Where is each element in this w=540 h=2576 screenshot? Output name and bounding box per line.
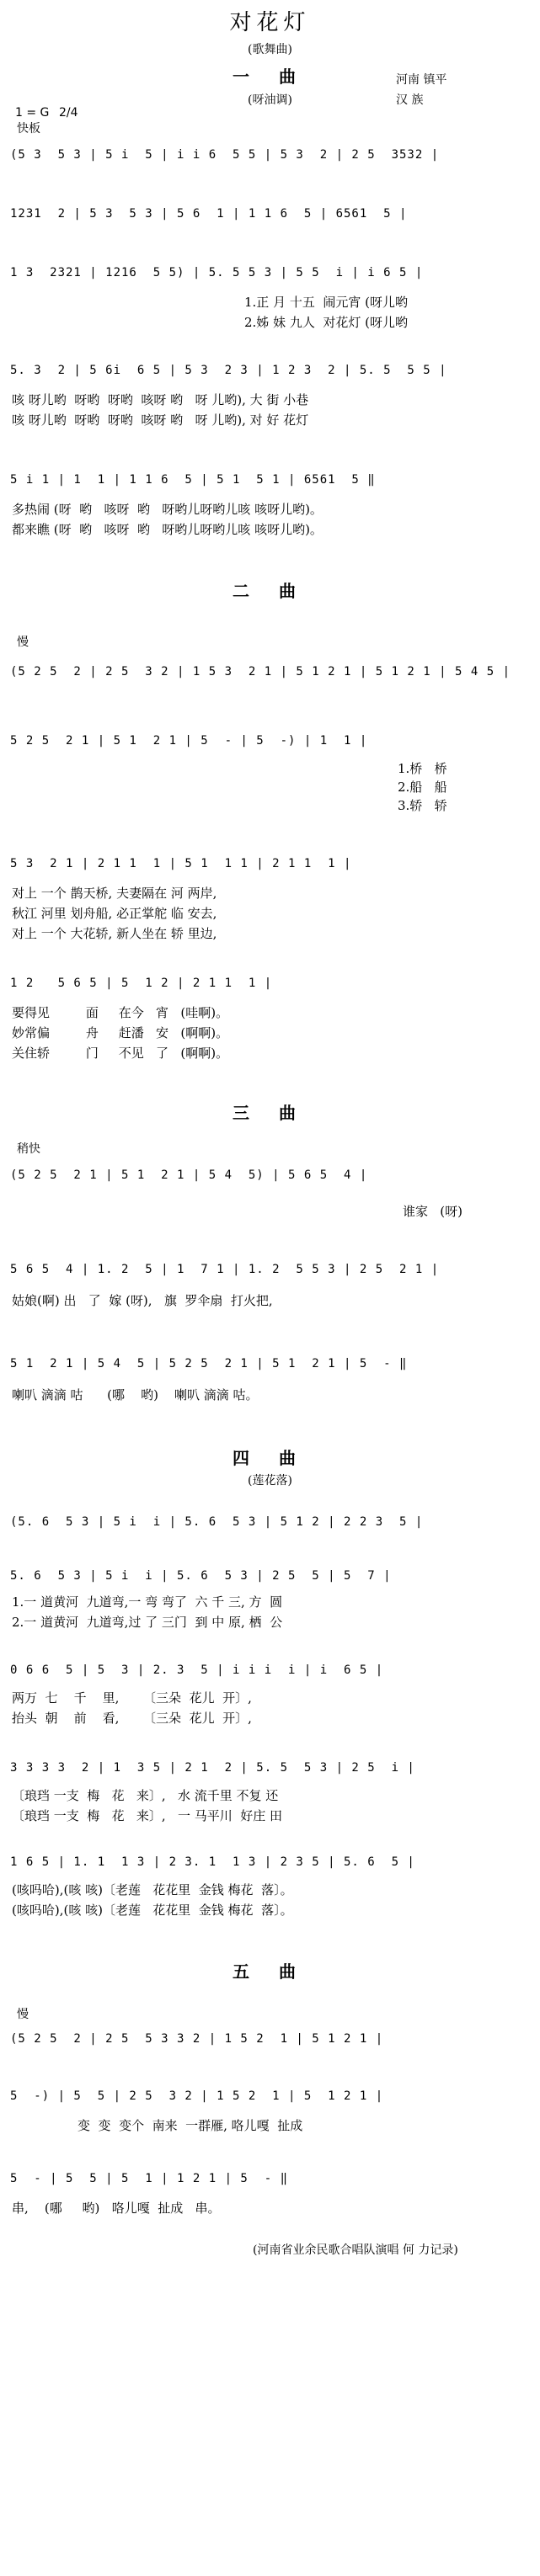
lyric-line: 3.轿 轿 xyxy=(398,798,447,813)
lyric-line: 〔琅珰 一支 梅 花 来〕, 一 马平川 好庄 田 xyxy=(12,1808,283,1823)
lyric-line: 妙常偏 舟 赶潘 安 (啊啊)。 xyxy=(12,1025,229,1041)
lyric-line: 姑娘(啊) 出 了 嫁 (呀), 旗 罗伞扇 打火把, xyxy=(12,1293,273,1308)
tempo-marking-3: 稍快 xyxy=(17,1142,40,1156)
lyric-line: 关住轿 门 不见 了 (啊啊)。 xyxy=(12,1046,229,1061)
song-title: 对花灯 xyxy=(229,10,311,35)
section-heading-4: 四 曲 xyxy=(233,1448,307,1468)
section-heading-1: 一 曲 xyxy=(233,67,307,87)
lyric-line: 2.船 船 xyxy=(398,780,447,795)
performance-credit: (河南省业余民歌合唱队演唱 何 力记录) xyxy=(253,2243,458,2257)
tempo-marking-1: 快板 xyxy=(17,122,40,136)
key-signature: 1 = G xyxy=(15,106,50,120)
song-genre: (歌舞曲) xyxy=(248,43,292,56)
lyric-line: (咳吗哈),(咳 咳)〔老莲 花花里 金钱 梅花 落〕。 xyxy=(12,1882,293,1897)
origin-place: 河南 镇平 xyxy=(396,73,447,87)
notation-row: (5 2 5 2 1 | 5 1 2 1 | 5 4 5) | 5 6 5 4 | xyxy=(10,1168,368,1182)
lyric-line: 对上 一个 鹊天桥, 夫妻隔在 河 两岸, xyxy=(12,886,217,901)
notation-row: 1 6 5 | 1. 1 1 3 | 2 3. 1 1 3 | 2 3 5 | 5. 6 5 | xyxy=(10,1855,415,1869)
origin-ethnic: 汉 族 xyxy=(396,93,424,107)
lyric-line: 1.一 道黄河 九道弯,一 弯 弯了 六 千 三, 方 圆 xyxy=(12,1594,283,1610)
notation-row: (5 2 5 2 | 2 5 3 2 | 1 5 3 2 1 | 5 1 2 1 | 5 1 2 1 | 5 4 5 | xyxy=(10,665,511,679)
notation-row: 5 i 1 | 1 1 | 1 1 6 5 | 5 1 5 1 | 6561 5 ‖ xyxy=(10,473,376,487)
lyric-line: 1.桥 桥 xyxy=(398,761,447,776)
section-heading-2: 二 曲 xyxy=(233,581,307,601)
lyric-line: 要得见 面 在今 宵 (哇啊)。 xyxy=(12,1005,229,1020)
notation-row: 5 3 2 1 | 2 1 1 1 | 5 1 1 1 | 2 1 1 1 | xyxy=(10,857,352,870)
lyric-line: 咳 呀儿哟 呀哟 呀哟 咳呀 哟 呀 儿哟), 大 街 小巷 xyxy=(12,392,309,407)
notation-row: (5 3 5 3 | 5 i 5 | i i 6 5 5 | 5 3 2 | 2 5 3532 | xyxy=(10,148,440,162)
notation-row: (5 2 5 2 | 2 5 5 3 3 2 | 1 5 2 1 | 5 1 2 1 | xyxy=(10,2032,384,2046)
tune-name-1: (呀油调) xyxy=(248,93,292,107)
lyric-line: 都来瞧 (呀 哟 咳呀 哟 呀哟儿呀哟儿咳 咳呀儿哟)。 xyxy=(12,522,323,537)
notation-row: 5 -) | 5 5 | 2 5 3 2 | 1 5 2 1 | 5 1 2 1 | xyxy=(10,2089,384,2103)
lyric-line: 谁家 (呀) xyxy=(403,1204,463,1219)
lyric-line: 变 变 变个 南来 一群雁, 咯儿嘎 扯成 xyxy=(78,2118,303,2133)
notation-row: 5 - | 5 5 | 5 1 | 1 2 1 | 5 - ‖ xyxy=(10,2172,289,2185)
lyric-line: 抬头 朝 前 看, 〔三朵 花儿 开〕, xyxy=(12,1711,252,1726)
notation-row: 0 6 6 5 | 5 3 | 2. 3 5 | i i i i | i 6 5 | xyxy=(10,1663,384,1677)
time-signature: 2/4 xyxy=(59,106,78,120)
lyric-line: 咳 呀儿哟 呀哟 呀哟 咳呀 哟 呀 儿哟), 对 好 花灯 xyxy=(12,412,309,428)
notation-row: 5 6 5 4 | 1. 2 5 | 1 7 1 | 1. 2 5 5 3 | 2 5 2 1 | xyxy=(10,1263,440,1276)
lyric-line: (咳吗哈),(咳 咳)〔老莲 花花里 金钱 梅花 落〕。 xyxy=(12,1903,293,1918)
lyric-line: 喇叭 滴滴 咕 (哪 哟) 喇叭 滴滴 咕。 xyxy=(12,1387,259,1402)
lyric-line: 〔琅珰 一支 梅 花 来〕, 水 流千里 不复 还 xyxy=(12,1788,279,1803)
notation-row: 5. 3 2 | 5 6i 6 5 | 5 3 2 3 | 1 2 3 2 | 5. 5 5 5 | xyxy=(10,364,447,377)
lyric-line: 对上 一个 大花轿, 新人坐在 轿 里边, xyxy=(12,926,217,941)
lyric-line: 秋江 河里 划舟船, 必正掌舵 临 安去, xyxy=(12,906,217,921)
notation-row: 5 1 2 1 | 5 4 5 | 5 2 5 2 1 | 5 1 2 1 | 5 - ‖ xyxy=(10,1357,408,1370)
notation-row: 5 2 5 2 1 | 5 1 2 1 | 5 - | 5 -) | 1 1 | xyxy=(10,734,368,748)
tempo-marking-2: 慢 xyxy=(17,636,29,649)
section-heading-3: 三 曲 xyxy=(233,1103,307,1123)
lyric-line: 2.姊 妹 九人 对花灯 (呀儿哟 xyxy=(244,315,409,330)
notation-row: (5. 6 5 3 | 5 i i | 5. 6 5 3 | 5 1 2 | 2 2 3 5 | xyxy=(10,1515,424,1529)
lyric-line: 串, (哪 哟) 咯儿嘎 扯成 串。 xyxy=(12,2201,221,2216)
notation-row: 3 3 3 3 2 | 1 3 5 | 2 1 2 | 5. 5 5 3 | 2 5 i | xyxy=(10,1761,415,1775)
tune-name-4: (莲花落) xyxy=(248,1474,292,1488)
lyric-line: 1.正 月 十五 闹元宵 (呀儿哟 xyxy=(244,295,409,310)
section-heading-5: 五 曲 xyxy=(233,1961,307,1982)
notation-row: 1 2 5 6 5 | 5 1 2 | 2 1 1 1 | xyxy=(10,977,273,990)
notation-row: 1231 2 | 5 3 5 3 | 5 6 1 | 1 1 6 5 | 6561 5 | xyxy=(10,207,408,221)
notation-row: 1 3 2321 | 1216 5 5) | 5. 5 5 3 | 5 5 i | i 6 5 | xyxy=(10,266,424,279)
tempo-marking-5: 慢 xyxy=(17,2008,29,2021)
lyric-line: 两万 七 千 里, 〔三朵 花儿 开〕, xyxy=(12,1690,252,1706)
notation-row: 5. 6 5 3 | 5 i i | 5. 6 5 3 | 2 5 5 | 5 7 | xyxy=(10,1569,392,1583)
lyric-line: 2.一 道黄河 九道弯,过 了 三门 到 中 原, 栖 公 xyxy=(12,1615,283,1630)
lyric-line: 多热闹 (呀 哟 咳呀 哟 呀哟儿呀哟儿咳 咳呀儿哟)。 xyxy=(12,502,323,517)
